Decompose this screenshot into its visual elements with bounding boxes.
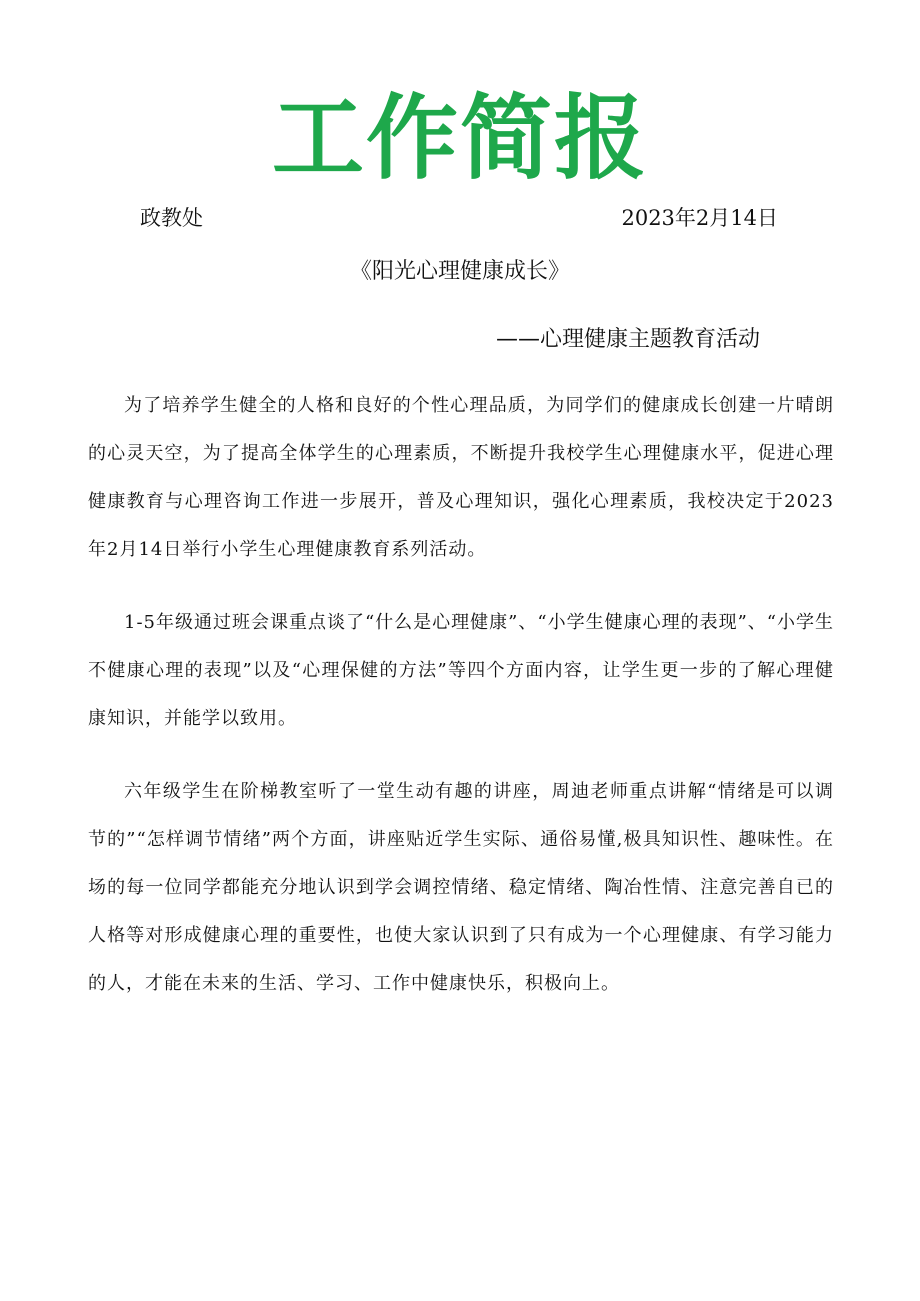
masthead-title: 工作简报 xyxy=(271,85,648,192)
issue-date: 2023年2月14日 xyxy=(621,206,778,230)
document-title: 《阳光心理健康成长》 xyxy=(349,259,570,284)
department-label: 政教处 xyxy=(140,206,203,230)
paragraph-intro: 为了培养学生健全的人格和良好的个性心理品质，为同学们的健康成长创建一片晴朗的心灵天空，为了提高全体学生的心理素质，不断提升我校学生心理健康水平，促进心理健康教育与心理咨询工作进一步展开，普及心理知识，强化心理素质，我校决定于2023年2月14日举行小学生心理健康教育系列活动。 xyxy=(88,395,834,560)
paragraph-grade-6: 六年级学生在阶梯教室听了一堂生动有趣的讲座，周迪老师重点讲解“情绪是可以调节的”“怎样调节情绪”两个方面，讲座贴近学生实际、通俗易懂,极具知识性、趣味性。在场的每一位同学都能充分地认识到学会调控情绪、稳定情绪、陶冶性情、注意完善自已的人格等对形成健康心理的重要性，也使大家认识到了只有成为一个心理健康、有学习能力的人，才能在未来的生活、学习、工作中健康快乐，积极向上。 xyxy=(88,781,834,994)
document-body xyxy=(88,382,834,1033)
paragraph-grades-1-5: 1-5年级通过班会课重点谈了“什么是心理健康”、“小学生健康心理的表现”、“小学生不健康心理的表现”以及“心理保健的方法”等四个方面内容，让学生更一步的了解心理健康知识，并能学以致用。 xyxy=(88,612,834,729)
document-subtitle: ——心理健康主题教育活动 xyxy=(495,327,760,352)
